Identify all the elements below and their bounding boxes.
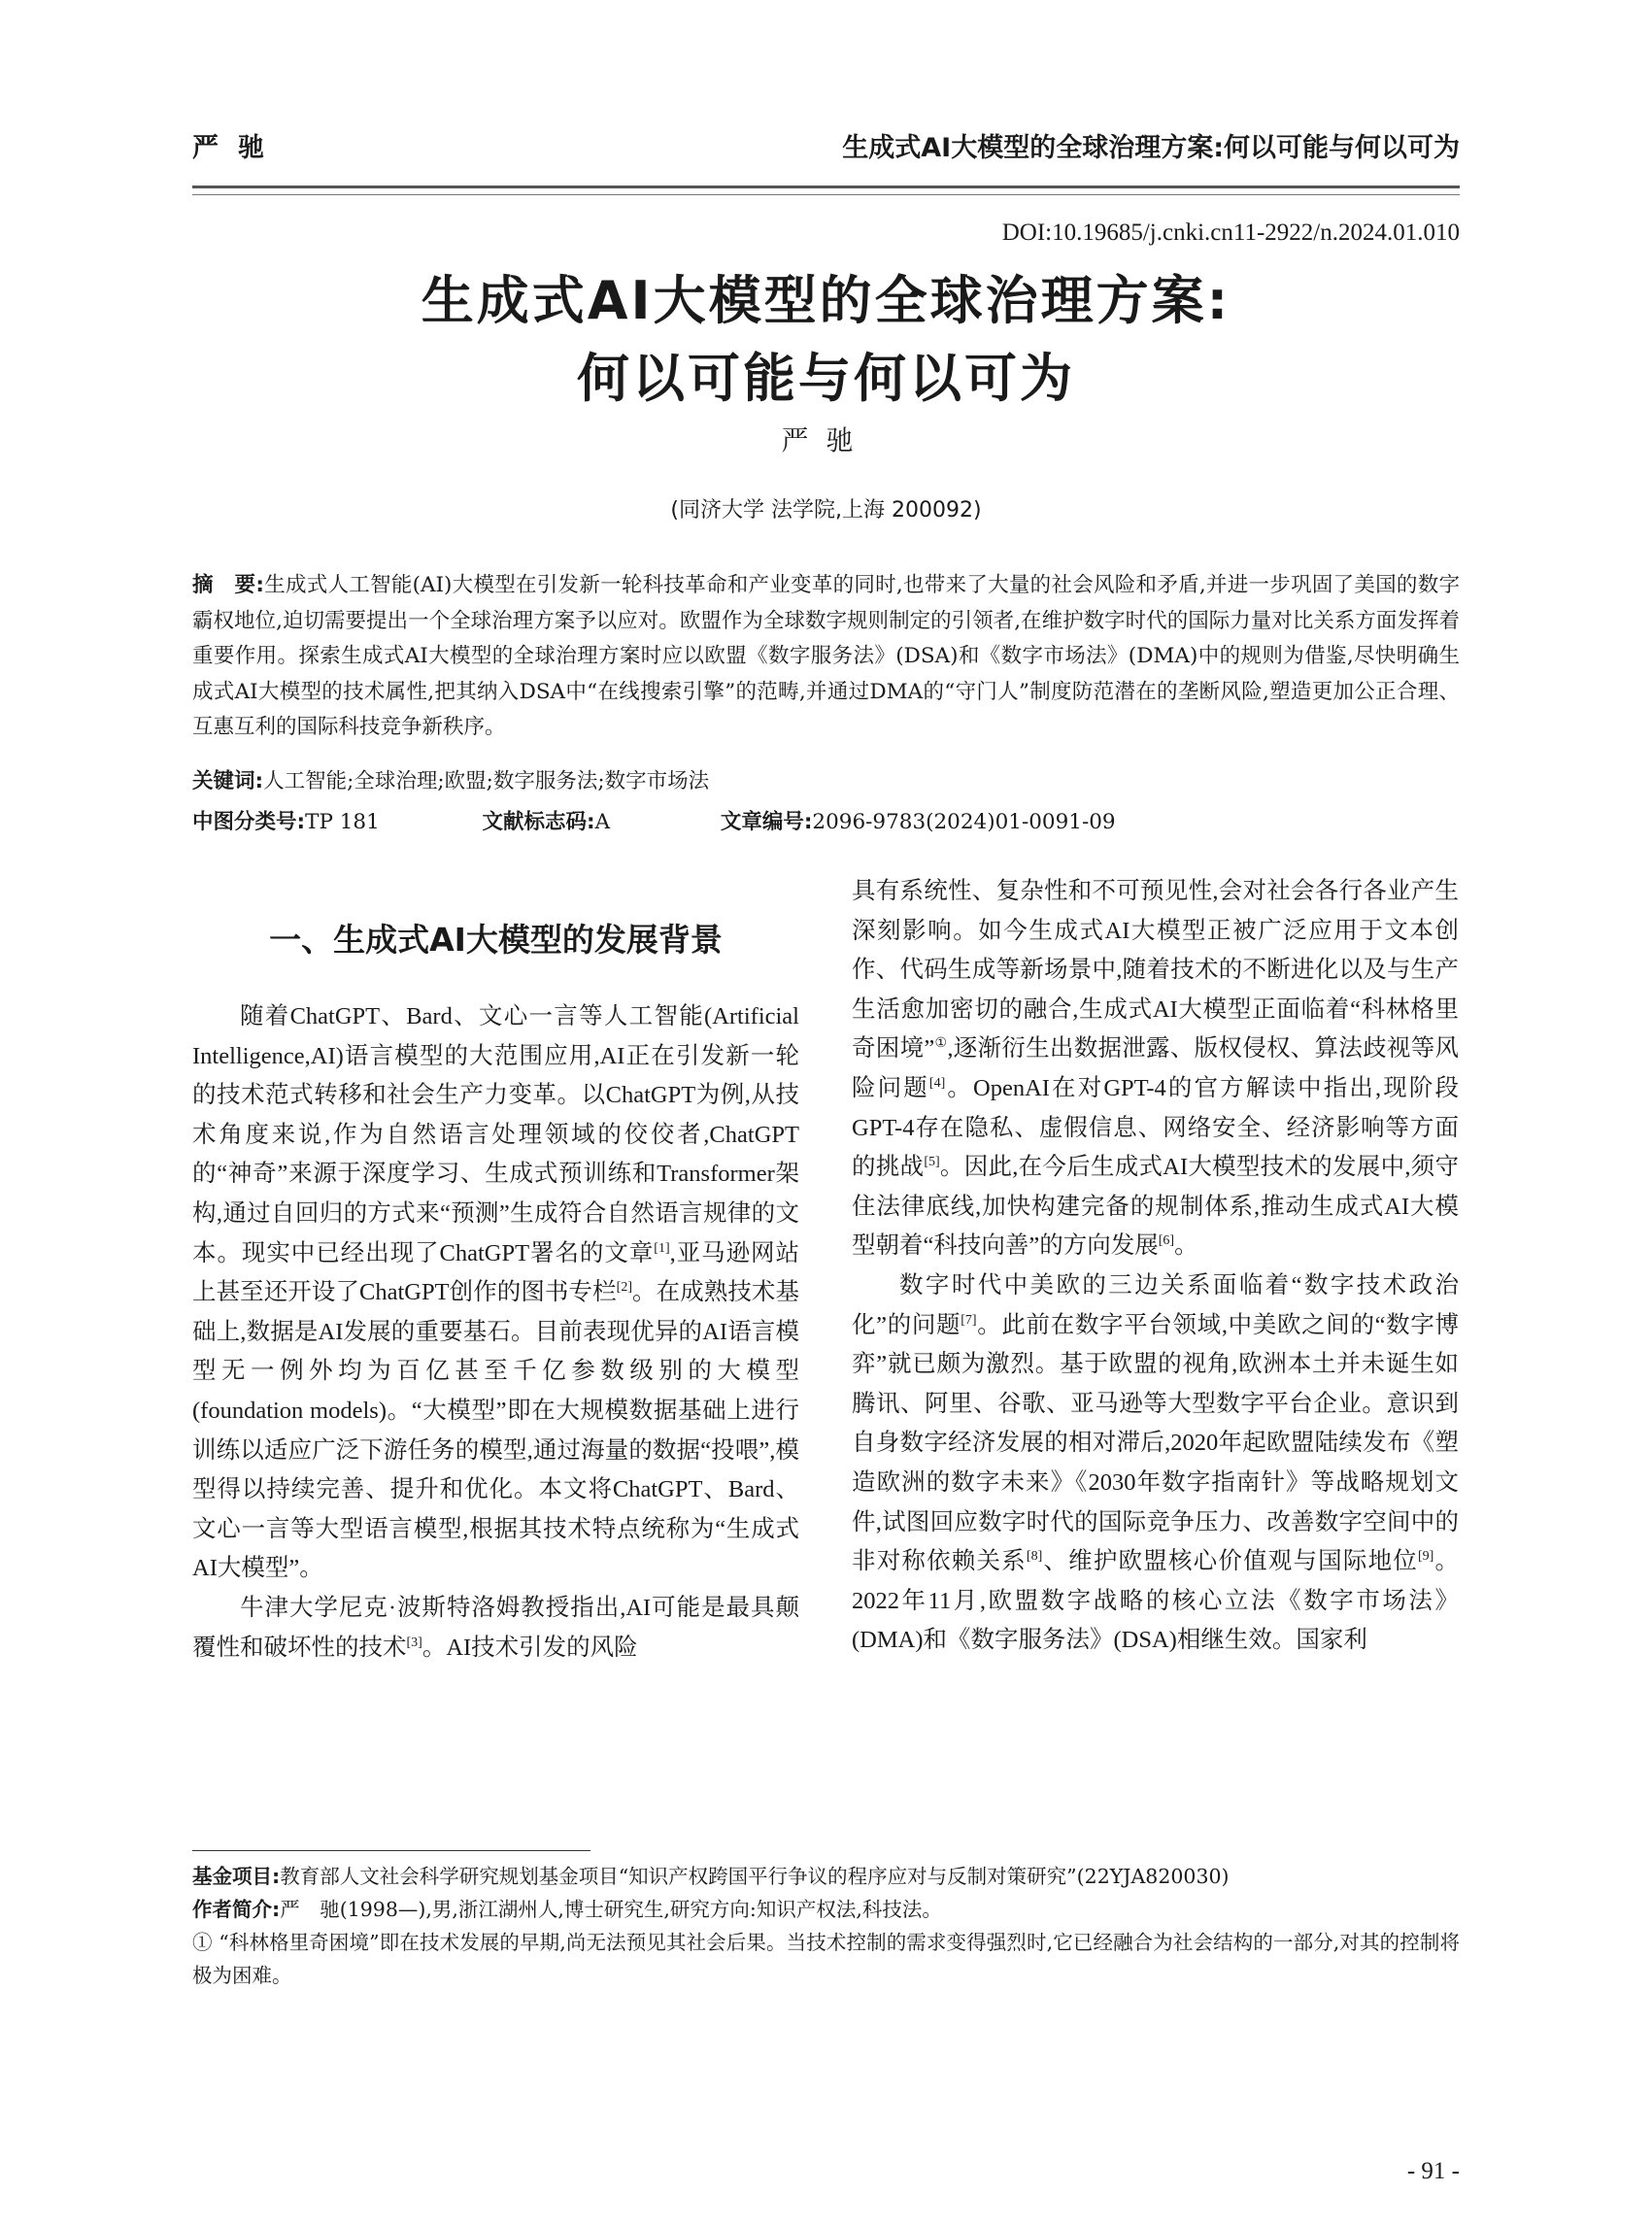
paragraph: 随着ChatGPT、Bard、文心一言等人工智能(Artificial Intelligence,AI)语言模型的大范围应用,AI正在引发新一轮的技术范式转移和社会生产力变革。以ChatGPT为例,从技术角度来说,作为自然语言处理领域的佼佼者,ChatGPT的“神奇”来源于深度学习、生成式预训练和Transformer架构,通过自回归的方式来“预测”生成符合自然语言规律的文本。现实中已经出现了ChatGPT署名的文章[1],亚马逊网站上甚至还开设了ChatGPT创作的图书专栏[2]。在成熟技术基础上,数据是AI发展的重要基石。目前表现优异的AI语言模型无一例外均为百亿甚至千亿参数级别的大模型(foundation models)。“大模型”即在大规模数据基础上进行训练以适应广泛下游任务的模型,通过海量的数据“投喂”,模型得以持续完善、提升和优化。本文将ChatGPT、Bard、文心一言等大型语言模型,根据其技术特点统称为“生成式AI大模型”。	[192, 1003, 800, 1582]
keywords-label: 关键词:	[192, 769, 264, 793]
running-author: 严驰	[192, 133, 284, 163]
author-bio: 作者简介:严 驰(1998—),男,浙江湖州人,博士研究生,研究方向:知识产权法,科技法。	[192, 1898, 942, 1921]
article-number-value: 2096-9783(2024)01-0091-09	[812, 810, 1116, 834]
abstract-label: 摘 要:	[192, 573, 264, 597]
author-name: 严驰	[781, 424, 871, 456]
clc-label: 中图分类号:	[192, 810, 306, 834]
header-rule	[192, 186, 1460, 188]
running-title: 生成式AI大模型的全球治理方案:何以可能与何以可为	[842, 133, 1460, 163]
page-number: - 91 -	[1406, 2158, 1460, 2184]
paragraph: 牛津大学尼克·波斯特洛姆教授指出,AI可能是最具颠覆性和破坏性的技术[3]。AI技术引发的风险	[192, 1594, 799, 1661]
section-heading: 一、生成式AI大模型的发展背景	[269, 921, 723, 959]
header-rule-thin	[192, 194, 1460, 195]
citation: [1]	[654, 1240, 670, 1256]
abstract-text: 生成式人工智能(AI)大模型在引发新一轮科技革命和产业变革的同时,也带来了大量的社会风险和矛盾,并进一步巩固了美国的数字霸权地位,迫切需要提出一个全球治理方案予以应对。欧盟作为全球数字规则制定的引领者,在维护数字时代的国际力量对比关系方面发挥着重要作用。探索生成式AI大模型的全球治理方案时应以欧盟《数字服务法》(DSA)和《数字市场法》(DMA)中的规则为借鉴,尽快明确生成式AI大模型的技术属性,把其纳入DSA中“在线搜索引擎”的范畴,并通过DMA的“守门人”制度防范潜在的垄断风险,塑造更加公正合理、互惠互利的国际科技竞争新秩序。	[192, 573, 1460, 739]
doc-code-value: A	[594, 810, 611, 834]
citation: [8]	[1026, 1548, 1043, 1564]
citation: [9]	[1417, 1548, 1434, 1564]
citation: [5]	[924, 1155, 940, 1169]
citation: [7]	[961, 1312, 977, 1328]
footnotes	[192, 1860, 1460, 1992]
title-line-2: 何以可能与何以可为	[577, 348, 1075, 409]
fund-note: 基金项目:教育部人文社会科学研究规划基金项目“知识产权跨国平行争议的程序应对与反制对策研究”(22YJA820030)	[192, 1865, 1230, 1888]
paragraph: 数字时代中美欧的三边关系面临着“数字技术政治化”的问题[7]。此前在数字平台领域,中美欧之间的“数字博弈”就已颇为激烈。基于欧盟的视角,欧洲本土并未诞生如腾讯、阿里、谷歌、亚马逊等大型数字平台企业。意识到自身数字经济发展的相对滞后,2020年起欧盟陆续发布《塑造欧洲的数字未来》《2030年数字指南针》等战略规划文件,试图回应数字时代的国际竞争压力、改善数字空间中的非对称依赖关系[8]、维护欧盟核心价值观与国际地位[9]。2022年11月,欧盟数字战略的核心立法《数字市场法》(DMA)和《数字服务法》(DSA)相继生效。国家利	[852, 1271, 1460, 1654]
doc-code-label: 文献标志码:	[482, 810, 595, 834]
abstract	[192, 568, 1460, 746]
citation: [4]	[928, 1075, 946, 1091]
footnote-1: ① “科林格里奇困境”即在技术发展的早期,尚无法预见其社会后果。当技术控制的需求变得强烈时,它已经融合为社会结构的一部分,对其的控制将极为困难。	[192, 1931, 1460, 1987]
title-line-1: 生成式AI大模型的全球治理方案:	[421, 270, 1231, 331]
paper-title	[192, 262, 1460, 418]
paragraph: 具有系统性、复杂性和不可预见性,会对社会各行各业产生深刻影响。如今生成式AI大模型正被广泛应用于文本创作、代码生成等新场景中,随着技术的不断进化以及与生产生活愈加密切的融合,生成式AI大模型正面临着“科林格里奇困境”①,逐渐衍生出数据泄露、版权侵权、算法歧视等风险问题[4]。OpenAI在对GPT-4的官方解读中指出,现阶段GPT-4存在隐私、虚假信息、网络安全、经济影响等方面的挑战[5]。因此,在今后生成式AI大模型技术的发展中,须守住法律底线,加快构建完备的规制体系,推动生成式AI大模型朝着“科技向善”的方向发展[6]。	[852, 878, 1460, 1260]
doi: DOI:10.19685/j.cnki.cn11-2922/n.2024.01.010	[1001, 219, 1460, 246]
classification-line	[192, 805, 1116, 840]
keywords	[192, 764, 1460, 799]
footnote-mark: ①	[934, 1036, 948, 1052]
citation: [2]	[616, 1280, 632, 1295]
clc-value: TP 181	[305, 810, 380, 834]
body-left-column	[192, 997, 799, 1668]
body-right-column	[852, 872, 1459, 1661]
article-number-label: 文章编号:	[720, 810, 813, 834]
citation: [6]	[1158, 1233, 1175, 1249]
footnote-rule	[192, 1850, 590, 1851]
citation: [3]	[406, 1635, 422, 1650]
affiliation: (同济大学 法学院,上海 200092)	[670, 498, 982, 523]
keywords-text: 人工智能;全球治理;欧盟;数字服务法;数字市场法	[263, 769, 710, 793]
